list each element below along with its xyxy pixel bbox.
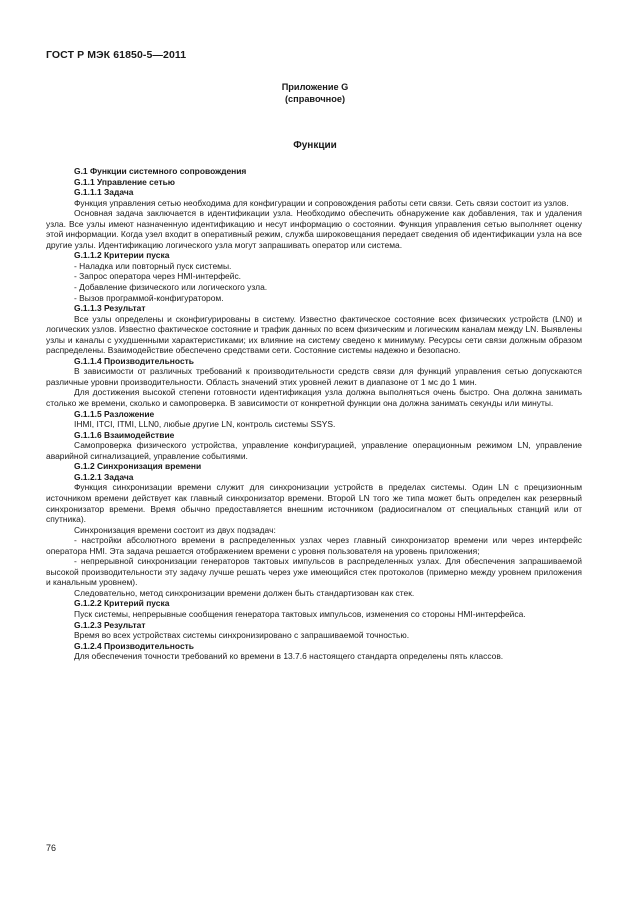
- paragraph: Основная задача заключается в идентификации узла. Необходимо обеспечить обнаружение как добавления, так и удаления узла. Все узлы имеют назначенную идентификацию и несут информацию о состоянии. Функция управления сетью выполняет оценку этой информации. Когда узел входит в оперативный режим, служба широковещания передает сведения об идентификации узла на все другие узлы. Идентификацию логического узла могут запрашивать оператор или система.: [46, 208, 582, 250]
- section-heading: G.1.1.6 Взаимодействие: [74, 429, 175, 440]
- section-heading: G.1.1 Управление сетью: [74, 176, 175, 187]
- paragraph: Следовательно, метод синхронизации времени должен быть стандартизован как стек.: [74, 587, 415, 598]
- paragraph: Для достижения высокой степени готовности идентификация узла должна выполняться очень быстро. Она должна занимать столько же времени, сколько и самопроверка. В зависимости от конкретной функции она должна занимать секунды или минуты.: [46, 387, 582, 409]
- section-heading: G.1.1.3 Результат: [74, 303, 146, 314]
- section-heading: G.1.2 Синхронизация времени: [74, 461, 202, 472]
- section-heading: G.1.1.2 Критерии пуска: [74, 250, 170, 261]
- document-body: [46, 166, 582, 662]
- paragraph: Функция синхронизации времени служит для синхронизации устройств в пределах системы. Один LN с прецизионным источником времени действует как главный синхронизатор времени. Второй LN того же типа может быть определен как резервный синхронизатор времени. Время обычно предоставляется внешним источником (радиосигналом от специальных станций или от спутника).: [46, 482, 582, 525]
- list-item: - Вызов программой-конфигуратором.: [74, 292, 224, 303]
- section-heading: G.1.1.5 Разложение: [74, 408, 155, 419]
- section-heading: G.1.2.4 Производительность: [74, 640, 194, 651]
- section-heading: G.1.2.3 Результат: [74, 619, 146, 630]
- paragraph: Время во всех устройствах системы синхронизировано с запрашиваемой точностью.: [74, 630, 410, 641]
- appendix-subtitle: (справочное): [284, 94, 345, 104]
- section-heading: G.1.1.4 Производительность: [74, 355, 194, 366]
- paragraph: Для обеспечения точности требований ко времени в 13.7.6 настоящего стандарта определены пять классов.: [74, 651, 504, 662]
- paragraph: - настройки абсолютного времени в распределенных узлах через главный синхронизатор времени или через интерфейс оператора HMI. Эта задача решается отображением времени с уровня пользователя на уровень приложения;: [46, 535, 582, 556]
- page-title: Функции: [293, 140, 337, 151]
- paragraph: Пуск системы, непрерывные сообщения генератора тактовых импульсов, изменения со стороны HMI-интерфейса.: [74, 608, 526, 619]
- list-item: - Наладка или повторный пуск системы.: [74, 260, 232, 271]
- section-heading: G.1.1.1 Задача: [74, 187, 134, 198]
- standard-header: ГОСТ Р МЭК 61850-5—2011: [46, 49, 187, 61]
- section-heading: G.1.2.2 Критерий пуска: [74, 598, 170, 609]
- section-heading: G.1.2.1 Задача: [74, 471, 134, 482]
- section-heading: G.1 Функции системного сопровождения: [74, 166, 247, 176]
- paragraph: Функция управления сетью необходима для конфигурации и сопровождения работы сети связи. Сеть связи состоит из узлов.: [74, 197, 569, 208]
- paragraph: - непрерывной синхронизации генераторов тактовых импульсов в распределенных узлах. Для обеспечения запрашиваемой высокой производительности эту задачу лучше решать через уже имеющийся стек протоколов (примерно между уровнем приложения и канальным уровнем).: [46, 556, 582, 588]
- paragraph: Все узлы определены и сконфигурированы в систему. Известно фактическое состояние всех физических устройств (LN0) и логических узлов. Известно фактическое состояние и трафик данных по всем физическим и логическим каналам между LN. Выявлены узлы и каналы с ухудшенными характеристиками; их влияние на систему сведено к минимуму. Ресурсы сети связи должным образом распределены. Взаимодействие обеспечено средствами сети. Состояние системы надежно и безопасно.: [46, 313, 582, 356]
- paragraph: Самопроверка физического устройства, управление конфигурацией, управление операционным режимом LN, управление аварийной сигнализацией, управление событиями.: [46, 440, 582, 461]
- paragraph: IHMI, ITCI, ITMI, LLN0, любые другие LN, контроль системы SSYS.: [74, 419, 336, 430]
- paragraph: Синхронизация времени состоит из двух подзадач:: [74, 524, 276, 535]
- appendix-title: Приложение G: [281, 82, 349, 92]
- list-item: - Добавление физического или логического узла.: [74, 282, 268, 293]
- page-number: 76: [46, 843, 57, 853]
- list-item: - Запрос оператора через HMI-интерфейс.: [74, 271, 242, 282]
- paragraph: В зависимости от различных требований к производительности средств связи для функций управления сетью допускаются различные уровни производительности. Область значений этих уровней лежит в диапазоне от 1 мс до 1 мин.: [46, 366, 582, 387]
